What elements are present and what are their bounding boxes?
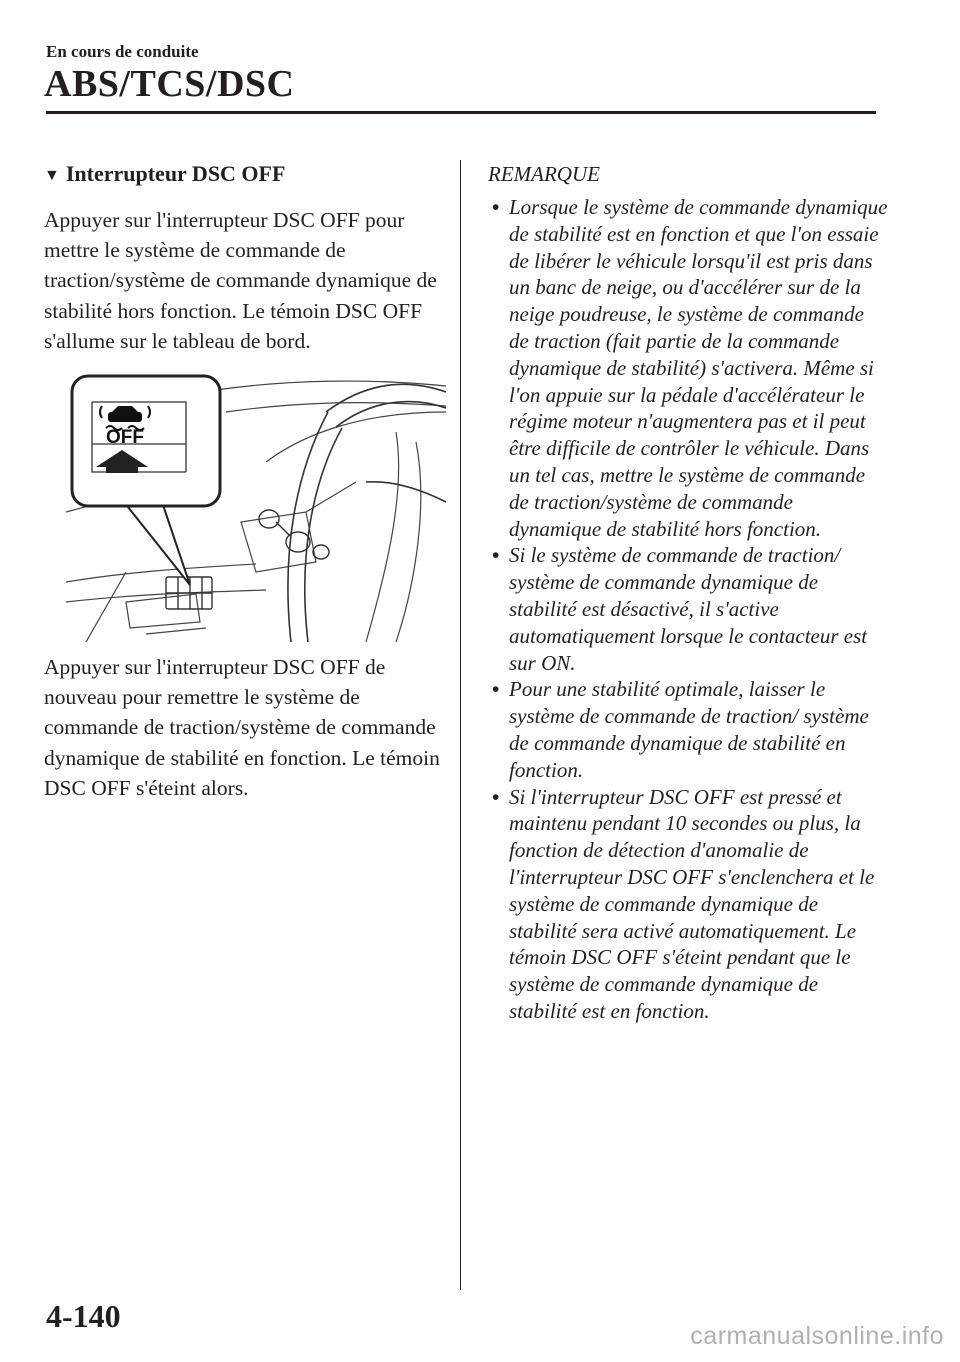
note-item xyxy=(488,676,888,783)
note-item xyxy=(488,784,888,1025)
watermark: carmanualsonline.info xyxy=(690,1322,944,1350)
note-item-text: Si le système de commande de traction/ système de commande dynamique de stabilité est désactivé, il s'active automatiquement lorsque le contacteur est sur ON. xyxy=(509,543,868,675)
dsc-switch-illustration xyxy=(66,372,446,642)
off-label: OFF xyxy=(106,427,144,449)
note-item-text: Lorsque le système de commande dynamique de stabilité est en fonction et que l'on essaie de libérer le véhicule lorsqu'il est pris dans un banc de neige, ou d'accélérer sur de la neige poudreuse, le système de commande de traction (fait partie de la commande dynamique de stabilité) s'activera. Même si l'on appuie sur la pédale d'accélérateur le régime moteur n'augmentera pas et il peut être difficile de contrôler le véhicule. Dans un tel cas, mettre le système de commande de traction/système de commande dynamique de stabilité hors fonction. xyxy=(509,195,888,541)
chapter-label: En cours de conduite xyxy=(46,42,199,61)
header-rule xyxy=(46,111,876,114)
left-column xyxy=(44,160,444,803)
note-item-text: Si l'interrupteur DSC OFF est pressé et maintenu pendant 10 secondes ou plus, la fonction de détection d'anomalie de l'interrupteur DSC OFF s'enclenchera et le système de commande dynamique de stabilité sera activé automatiquement. Le témoin DSC OFF s'éteint pendant que le système de commande dynamique de stabilité est en fonction. xyxy=(509,784,875,1023)
bullet-icon: • xyxy=(492,543,500,568)
note-title: REMARQUE xyxy=(488,162,600,186)
intro-paragraph: Appuyer sur l'interrupteur DSC OFF pour mettre le système de commande de traction/système de commande dynamique de stabilité hors fonction. Le témoin DSC OFF s'allume sur le tableau de bord. xyxy=(44,208,437,353)
dashboard-diagram xyxy=(66,372,446,642)
subheading xyxy=(44,160,444,191)
page-number: 4-140 xyxy=(46,1298,121,1334)
right-column xyxy=(488,160,888,1025)
section-title: ABS/TCS/DSC xyxy=(44,63,295,105)
note-item xyxy=(488,542,888,676)
note-item xyxy=(488,194,888,542)
note-item-text: Pour une stabilité optimale, laisser le système de commande de traction/ système de commande dynamique de stabilité en fonction. xyxy=(509,677,869,782)
bullet-icon: • xyxy=(492,195,500,219)
triangle-marker-icon: ▼ xyxy=(44,167,60,184)
second-paragraph: Appuyer sur l'interrupteur DSC OFF de nouveau pour remettre le système de commande de traction/système de commande dynamique de stabilité en fonction. Le témoin DSC OFF s'éteint alors. xyxy=(44,655,440,800)
subheading-text: Interrupteur DSC OFF xyxy=(65,161,286,186)
bullet-icon: • xyxy=(492,784,500,809)
bullet-icon: • xyxy=(492,677,500,702)
note-list xyxy=(488,194,888,1025)
column-divider xyxy=(460,160,461,1290)
